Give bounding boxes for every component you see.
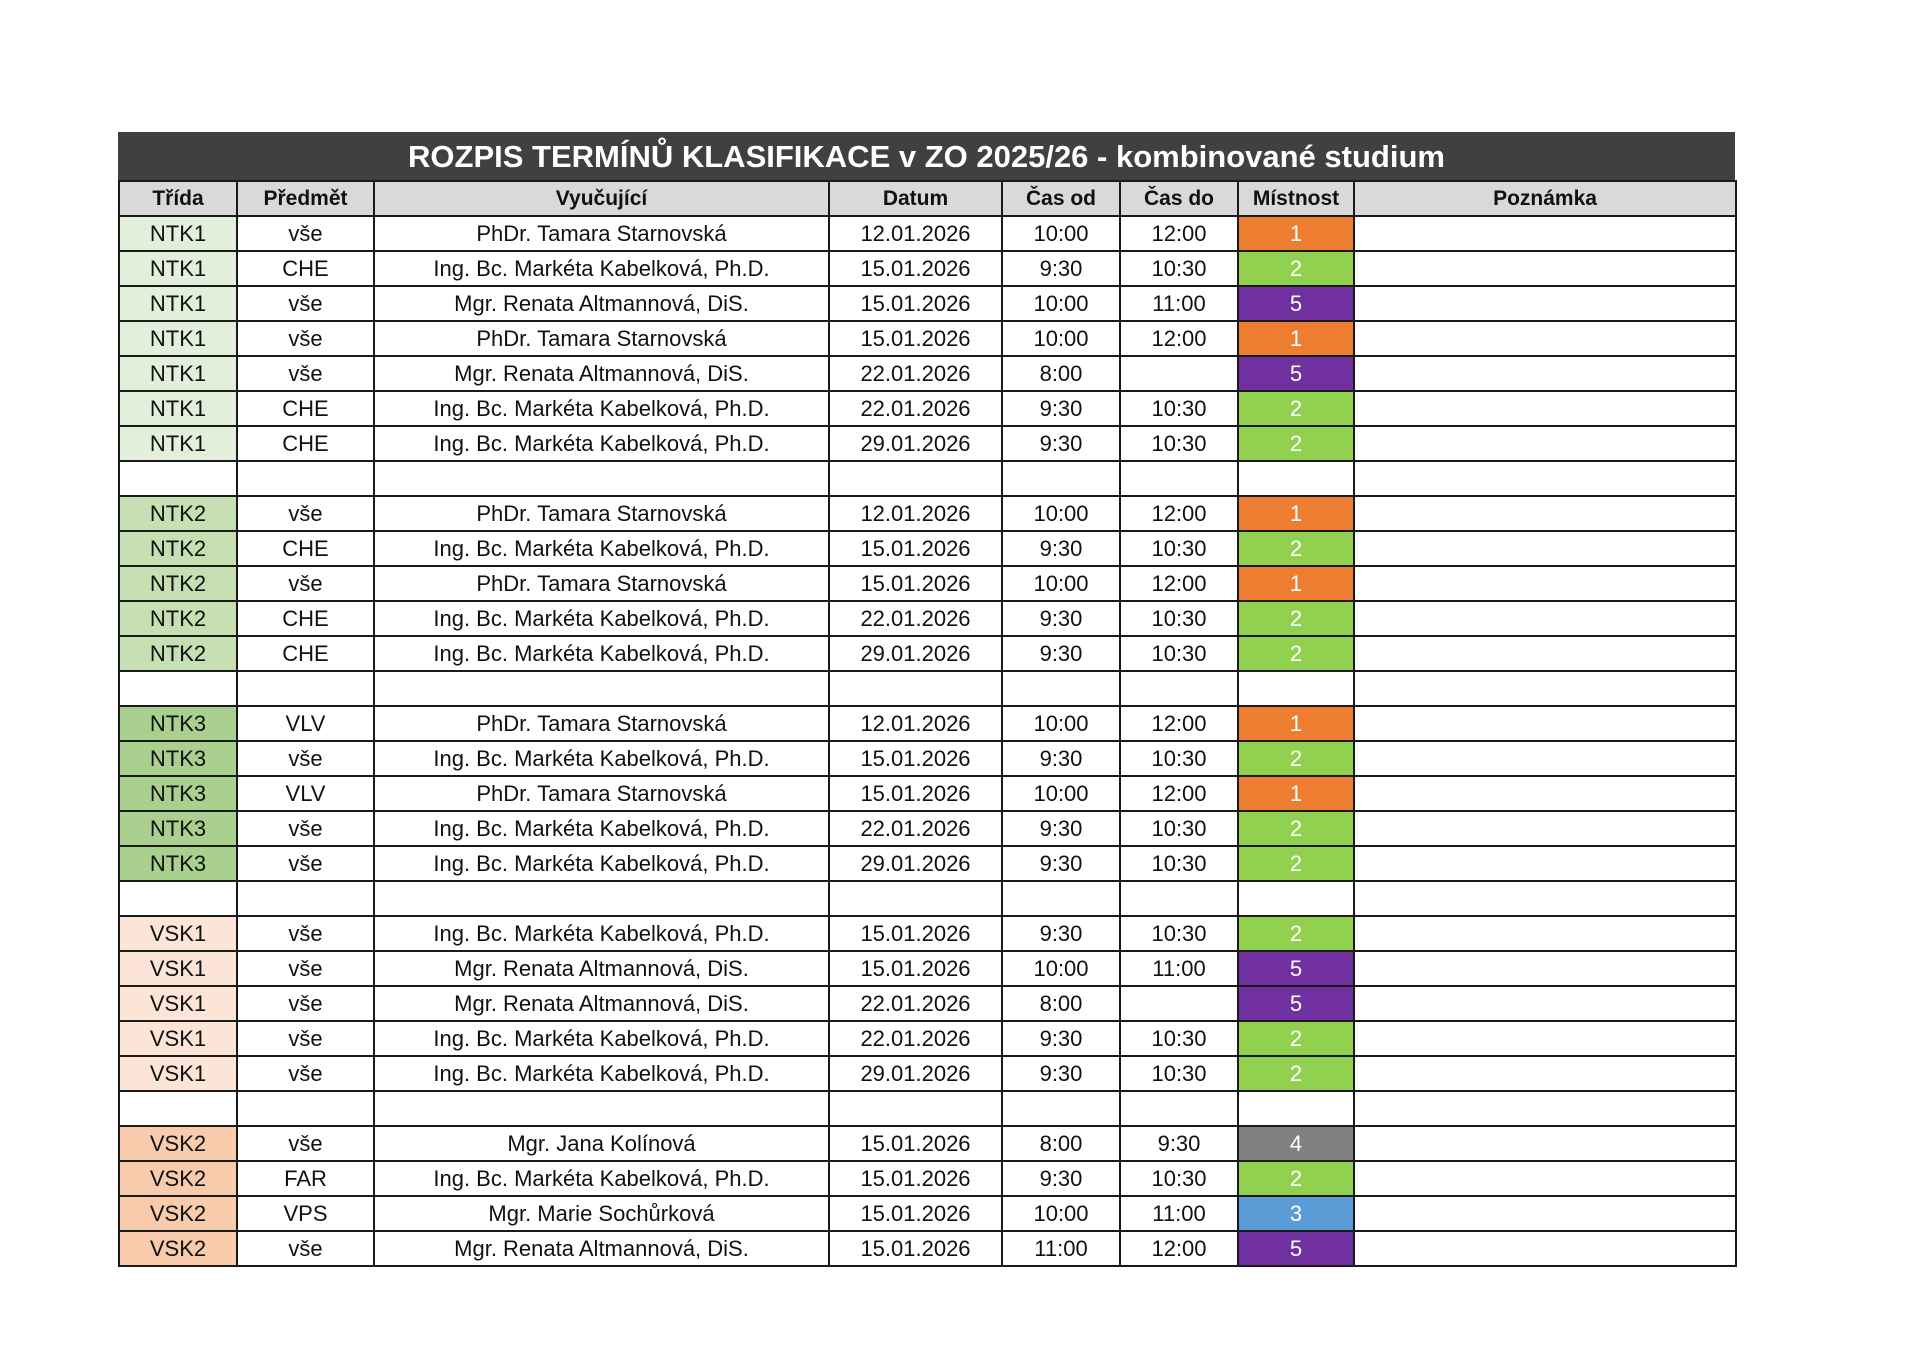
cell-trida: NTK3 — [119, 706, 237, 741]
empty-cell — [1354, 671, 1736, 706]
cell-poznamka — [1354, 286, 1736, 321]
empty-cell — [1120, 671, 1238, 706]
cell-mistnost: 2 — [1238, 426, 1354, 461]
cell-mistnost: 1 — [1238, 706, 1354, 741]
cell-trida: VSK2 — [119, 1231, 237, 1266]
cell-cas-od: 9:30 — [1002, 1056, 1120, 1091]
cell-cas-do: 10:30 — [1120, 741, 1238, 776]
cell-cas-do: 11:00 — [1120, 286, 1238, 321]
table-row — [119, 601, 1736, 636]
cell-cas-od: 10:00 — [1002, 321, 1120, 356]
cell-trida: VSK2 — [119, 1161, 237, 1196]
cell-vyucujici: Ing. Bc. Markéta Kabelková, Ph.D. — [374, 741, 829, 776]
cell-trida: NTK2 — [119, 496, 237, 531]
cell-cas-do: 12:00 — [1120, 706, 1238, 741]
cell-cas-od: 9:30 — [1002, 846, 1120, 881]
empty-cell — [1238, 671, 1354, 706]
table-body — [119, 216, 1736, 1266]
cell-trida: NTK1 — [119, 286, 237, 321]
cell-datum: 15.01.2026 — [829, 1161, 1002, 1196]
cell-predmet: vše — [237, 286, 374, 321]
empty-cell — [237, 461, 374, 496]
table-row — [119, 706, 1736, 741]
table-row — [119, 286, 1736, 321]
cell-vyucujici: Mgr. Renata Altmannová, DiS. — [374, 986, 829, 1021]
empty-cell — [829, 461, 1002, 496]
cell-poznamka — [1354, 601, 1736, 636]
cell-predmet: vše — [237, 1021, 374, 1056]
cell-trida: VSK1 — [119, 951, 237, 986]
cell-predmet: vše — [237, 1056, 374, 1091]
cell-cas-od: 10:00 — [1002, 566, 1120, 601]
cell-vyucujici: Ing. Bc. Markéta Kabelková, Ph.D. — [374, 636, 829, 671]
cell-predmet: VPS — [237, 1196, 374, 1231]
cell-predmet: vše — [237, 321, 374, 356]
cell-predmet: CHE — [237, 601, 374, 636]
cell-mistnost: 5 — [1238, 986, 1354, 1021]
cell-trida: NTK3 — [119, 776, 237, 811]
empty-cell — [237, 881, 374, 916]
cell-datum: 15.01.2026 — [829, 566, 1002, 601]
cell-vyucujici: PhDr. Tamara Starnovská — [374, 216, 829, 251]
cell-cas-do: 11:00 — [1120, 951, 1238, 986]
cell-poznamka — [1354, 321, 1736, 356]
cell-cas-od: 8:00 — [1002, 986, 1120, 1021]
cell-cas-od: 9:30 — [1002, 636, 1120, 671]
cell-datum: 29.01.2026 — [829, 426, 1002, 461]
empty-cell — [1354, 1091, 1736, 1126]
cell-vyucujici: Mgr. Renata Altmannová, DiS. — [374, 356, 829, 391]
cell-vyucujici: Mgr. Jana Kolínová — [374, 1126, 829, 1161]
cell-predmet: vše — [237, 496, 374, 531]
cell-datum: 22.01.2026 — [829, 601, 1002, 636]
cell-cas-do: 10:30 — [1120, 846, 1238, 881]
cell-predmet: CHE — [237, 251, 374, 286]
empty-cell — [1354, 881, 1736, 916]
header-mistnost: Místnost — [1238, 181, 1354, 216]
cell-cas-od: 9:30 — [1002, 1021, 1120, 1056]
cell-poznamka — [1354, 356, 1736, 391]
cell-vyucujici: Ing. Bc. Markéta Kabelková, Ph.D. — [374, 916, 829, 951]
cell-poznamka — [1354, 216, 1736, 251]
cell-trida: VSK1 — [119, 986, 237, 1021]
empty-cell — [119, 461, 237, 496]
header-vyucujici: Vyučující — [374, 181, 829, 216]
empty-cell — [829, 881, 1002, 916]
cell-mistnost: 5 — [1238, 951, 1354, 986]
table-row — [119, 986, 1736, 1021]
table-row — [119, 1231, 1736, 1266]
empty-cell — [1120, 461, 1238, 496]
separator-row — [119, 1091, 1736, 1126]
cell-predmet: FAR — [237, 1161, 374, 1196]
cell-cas-do: 10:30 — [1120, 251, 1238, 286]
cell-poznamka — [1354, 1056, 1736, 1091]
cell-vyucujici: Ing. Bc. Markéta Kabelková, Ph.D. — [374, 426, 829, 461]
cell-vyucujici: Ing. Bc. Markéta Kabelková, Ph.D. — [374, 1161, 829, 1196]
cell-cas-do: 10:30 — [1120, 391, 1238, 426]
cell-poznamka — [1354, 776, 1736, 811]
cell-mistnost: 2 — [1238, 1056, 1354, 1091]
header-datum: Datum — [829, 181, 1002, 216]
cell-cas-od: 10:00 — [1002, 706, 1120, 741]
table-row — [119, 811, 1736, 846]
cell-vyucujici: Ing. Bc. Markéta Kabelková, Ph.D. — [374, 846, 829, 881]
table-row — [119, 566, 1736, 601]
cell-mistnost: 2 — [1238, 251, 1354, 286]
cell-datum: 15.01.2026 — [829, 251, 1002, 286]
cell-poznamka — [1354, 811, 1736, 846]
empty-cell — [829, 671, 1002, 706]
table-row — [119, 1021, 1736, 1056]
cell-predmet: vše — [237, 951, 374, 986]
cell-cas-do: 12:00 — [1120, 566, 1238, 601]
cell-predmet: vše — [237, 216, 374, 251]
cell-cas-od: 9:30 — [1002, 1161, 1120, 1196]
cell-predmet: vše — [237, 811, 374, 846]
cell-datum: 12.01.2026 — [829, 216, 1002, 251]
cell-mistnost: 1 — [1238, 496, 1354, 531]
table-row — [119, 636, 1736, 671]
cell-poznamka — [1354, 1021, 1736, 1056]
empty-cell — [374, 671, 829, 706]
cell-mistnost: 4 — [1238, 1126, 1354, 1161]
cell-vyucujici: Mgr. Renata Altmannová, DiS. — [374, 951, 829, 986]
cell-datum: 22.01.2026 — [829, 986, 1002, 1021]
cell-cas-do: 11:00 — [1120, 1196, 1238, 1231]
cell-predmet: vše — [237, 1126, 374, 1161]
cell-vyucujici: PhDr. Tamara Starnovská — [374, 496, 829, 531]
header-trida: Třída — [119, 181, 237, 216]
cell-trida: VSK1 — [119, 1021, 237, 1056]
cell-poznamka — [1354, 846, 1736, 881]
empty-cell — [1238, 1091, 1354, 1126]
cell-mistnost: 3 — [1238, 1196, 1354, 1231]
cell-poznamka — [1354, 951, 1736, 986]
table-row — [119, 741, 1736, 776]
cell-predmet: CHE — [237, 426, 374, 461]
cell-trida: VSK1 — [119, 916, 237, 951]
cell-mistnost: 1 — [1238, 776, 1354, 811]
cell-poznamka — [1354, 1196, 1736, 1231]
cell-trida: NTK2 — [119, 636, 237, 671]
cell-mistnost: 2 — [1238, 916, 1354, 951]
cell-mistnost: 2 — [1238, 741, 1354, 776]
cell-predmet: VLV — [237, 776, 374, 811]
table-row — [119, 251, 1736, 286]
cell-mistnost: 5 — [1238, 286, 1354, 321]
cell-cas-do: 12:00 — [1120, 1231, 1238, 1266]
cell-cas-do: 10:30 — [1120, 916, 1238, 951]
cell-poznamka — [1354, 986, 1736, 1021]
cell-poznamka — [1354, 1231, 1736, 1266]
cell-vyucujici: Mgr. Marie Sochůrková — [374, 1196, 829, 1231]
cell-trida: NTK3 — [119, 741, 237, 776]
cell-poznamka — [1354, 531, 1736, 566]
cell-datum: 15.01.2026 — [829, 916, 1002, 951]
cell-predmet: vše — [237, 986, 374, 1021]
cell-trida: NTK1 — [119, 251, 237, 286]
table-row — [119, 1161, 1736, 1196]
cell-cas-do: 12:00 — [1120, 496, 1238, 531]
cell-datum: 15.01.2026 — [829, 951, 1002, 986]
cell-predmet: vše — [237, 566, 374, 601]
cell-cas-do: 12:00 — [1120, 321, 1238, 356]
table-row — [119, 951, 1736, 986]
cell-mistnost: 2 — [1238, 531, 1354, 566]
cell-vyucujici: Mgr. Renata Altmannová, DiS. — [374, 1231, 829, 1266]
cell-cas-od: 9:30 — [1002, 391, 1120, 426]
empty-cell — [1354, 461, 1736, 496]
cell-predmet: vše — [237, 356, 374, 391]
cell-cas-do: 9:30 — [1120, 1126, 1238, 1161]
cell-datum: 29.01.2026 — [829, 636, 1002, 671]
cell-cas-do — [1120, 986, 1238, 1021]
cell-mistnost: 2 — [1238, 391, 1354, 426]
table-row — [119, 776, 1736, 811]
cell-datum: 15.01.2026 — [829, 1231, 1002, 1266]
cell-datum: 15.01.2026 — [829, 741, 1002, 776]
cell-poznamka — [1354, 426, 1736, 461]
cell-mistnost: 2 — [1238, 1021, 1354, 1056]
table-row — [119, 356, 1736, 391]
cell-vyucujici: Ing. Bc. Markéta Kabelková, Ph.D. — [374, 1056, 829, 1091]
cell-cas-od: 10:00 — [1002, 216, 1120, 251]
separator-row — [119, 671, 1736, 706]
cell-predmet: CHE — [237, 531, 374, 566]
cell-vyucujici: Ing. Bc. Markéta Kabelková, Ph.D. — [374, 531, 829, 566]
header-cas-do: Čas do — [1120, 181, 1238, 216]
cell-mistnost: 5 — [1238, 356, 1354, 391]
cell-mistnost: 2 — [1238, 636, 1354, 671]
cell-cas-od: 9:30 — [1002, 601, 1120, 636]
cell-datum: 29.01.2026 — [829, 1056, 1002, 1091]
empty-cell — [119, 671, 237, 706]
cell-vyucujici: Ing. Bc. Markéta Kabelková, Ph.D. — [374, 251, 829, 286]
cell-cas-od: 10:00 — [1002, 286, 1120, 321]
cell-cas-do: 10:30 — [1120, 1161, 1238, 1196]
cell-poznamka — [1354, 1126, 1736, 1161]
cell-cas-do — [1120, 356, 1238, 391]
empty-cell — [119, 881, 237, 916]
cell-predmet: vše — [237, 916, 374, 951]
schedule-sheet — [118, 132, 1735, 1267]
cell-vyucujici: Ing. Bc. Markéta Kabelková, Ph.D. — [374, 391, 829, 426]
cell-cas-do: 10:30 — [1120, 531, 1238, 566]
cell-cas-do: 10:30 — [1120, 601, 1238, 636]
table-row — [119, 321, 1736, 356]
cell-datum: 22.01.2026 — [829, 1021, 1002, 1056]
cell-trida: NTK2 — [119, 601, 237, 636]
header-poznamka: Poznámka — [1354, 181, 1736, 216]
cell-trida: VSK2 — [119, 1126, 237, 1161]
cell-vyucujici: PhDr. Tamara Starnovská — [374, 566, 829, 601]
table-row — [119, 426, 1736, 461]
cell-cas-od: 8:00 — [1002, 356, 1120, 391]
cell-cas-od: 10:00 — [1002, 496, 1120, 531]
cell-cas-od: 9:30 — [1002, 811, 1120, 846]
empty-cell — [829, 1091, 1002, 1126]
cell-vyucujici: Ing. Bc. Markéta Kabelková, Ph.D. — [374, 601, 829, 636]
empty-cell — [1002, 461, 1120, 496]
cell-datum: 22.01.2026 — [829, 391, 1002, 426]
cell-poznamka — [1354, 741, 1736, 776]
cell-predmet: CHE — [237, 636, 374, 671]
cell-trida: NTK1 — [119, 321, 237, 356]
cell-vyucujici: PhDr. Tamara Starnovská — [374, 776, 829, 811]
cell-mistnost: 2 — [1238, 1161, 1354, 1196]
cell-datum: 15.01.2026 — [829, 286, 1002, 321]
cell-poznamka — [1354, 636, 1736, 671]
page-title: ROZPIS TERMÍNŮ KLASIFIKACE v ZO 2025/26 - kombinované studium — [118, 132, 1735, 180]
table-row — [119, 846, 1736, 881]
cell-trida: NTK1 — [119, 356, 237, 391]
cell-trida: VSK1 — [119, 1056, 237, 1091]
cell-cas-do: 10:30 — [1120, 1056, 1238, 1091]
cell-poznamka — [1354, 391, 1736, 426]
cell-cas-od: 9:30 — [1002, 916, 1120, 951]
empty-cell — [119, 1091, 237, 1126]
empty-cell — [237, 1091, 374, 1126]
cell-predmet: vše — [237, 846, 374, 881]
cell-trida: NTK3 — [119, 811, 237, 846]
cell-datum: 29.01.2026 — [829, 846, 1002, 881]
header-predmet: Předmět — [237, 181, 374, 216]
cell-poznamka — [1354, 496, 1736, 531]
cell-cas-od: 10:00 — [1002, 951, 1120, 986]
cell-trida: NTK1 — [119, 426, 237, 461]
header-row — [119, 181, 1736, 216]
cell-datum: 12.01.2026 — [829, 496, 1002, 531]
cell-predmet: vše — [237, 1231, 374, 1266]
cell-datum: 22.01.2026 — [829, 356, 1002, 391]
cell-cas-do: 12:00 — [1120, 776, 1238, 811]
cell-vyucujici: PhDr. Tamara Starnovská — [374, 706, 829, 741]
cell-cas-od: 9:30 — [1002, 531, 1120, 566]
empty-cell — [1002, 1091, 1120, 1126]
table-row — [119, 391, 1736, 426]
empty-cell — [1238, 461, 1354, 496]
cell-datum: 15.01.2026 — [829, 776, 1002, 811]
cell-cas-od: 9:30 — [1002, 741, 1120, 776]
cell-trida: NTK1 — [119, 391, 237, 426]
table-row — [119, 496, 1736, 531]
cell-mistnost: 1 — [1238, 321, 1354, 356]
table-row — [119, 1196, 1736, 1231]
cell-cas-od: 8:00 — [1002, 1126, 1120, 1161]
cell-vyucujici: Ing. Bc. Markéta Kabelková, Ph.D. — [374, 811, 829, 846]
cell-cas-od: 10:00 — [1002, 776, 1120, 811]
cell-datum: 12.01.2026 — [829, 706, 1002, 741]
cell-mistnost: 5 — [1238, 1231, 1354, 1266]
cell-datum: 15.01.2026 — [829, 1196, 1002, 1231]
schedule-table — [118, 180, 1737, 1267]
empty-cell — [1238, 881, 1354, 916]
cell-mistnost: 2 — [1238, 846, 1354, 881]
cell-trida: VSK2 — [119, 1196, 237, 1231]
cell-datum: 15.01.2026 — [829, 531, 1002, 566]
empty-cell — [374, 1091, 829, 1126]
cell-mistnost: 1 — [1238, 216, 1354, 251]
cell-cas-do: 10:30 — [1120, 636, 1238, 671]
cell-predmet: vše — [237, 741, 374, 776]
cell-trida: NTK3 — [119, 846, 237, 881]
empty-cell — [374, 881, 829, 916]
empty-cell — [374, 461, 829, 496]
cell-mistnost: 2 — [1238, 811, 1354, 846]
cell-cas-od: 9:30 — [1002, 251, 1120, 286]
cell-cas-do: 10:30 — [1120, 1021, 1238, 1056]
cell-cas-od: 9:30 — [1002, 426, 1120, 461]
cell-poznamka — [1354, 706, 1736, 741]
cell-datum: 22.01.2026 — [829, 811, 1002, 846]
cell-poznamka — [1354, 916, 1736, 951]
header-cas-od: Čas od — [1002, 181, 1120, 216]
empty-cell — [1120, 881, 1238, 916]
cell-cas-od: 11:00 — [1002, 1231, 1120, 1266]
empty-cell — [1120, 1091, 1238, 1126]
cell-trida: NTK1 — [119, 216, 237, 251]
cell-cas-do: 10:30 — [1120, 811, 1238, 846]
cell-poznamka — [1354, 251, 1736, 286]
table-row — [119, 1126, 1736, 1161]
table-row — [119, 916, 1736, 951]
separator-row — [119, 461, 1736, 496]
cell-datum: 15.01.2026 — [829, 321, 1002, 356]
cell-predmet: CHE — [237, 391, 374, 426]
empty-cell — [1002, 671, 1120, 706]
cell-vyucujici: Ing. Bc. Markéta Kabelková, Ph.D. — [374, 1021, 829, 1056]
cell-poznamka — [1354, 1161, 1736, 1196]
cell-cas-do: 12:00 — [1120, 216, 1238, 251]
cell-vyucujici: PhDr. Tamara Starnovská — [374, 321, 829, 356]
table-row — [119, 1056, 1736, 1091]
table-row — [119, 531, 1736, 566]
cell-trida: NTK2 — [119, 566, 237, 601]
cell-poznamka — [1354, 566, 1736, 601]
cell-cas-do: 10:30 — [1120, 426, 1238, 461]
empty-cell — [237, 671, 374, 706]
cell-vyucujici: Mgr. Renata Altmannová, DiS. — [374, 286, 829, 321]
cell-datum: 15.01.2026 — [829, 1126, 1002, 1161]
cell-predmet: VLV — [237, 706, 374, 741]
cell-cas-od: 10:00 — [1002, 1196, 1120, 1231]
cell-mistnost: 1 — [1238, 566, 1354, 601]
empty-cell — [1002, 881, 1120, 916]
separator-row — [119, 881, 1736, 916]
cell-trida: NTK2 — [119, 531, 237, 566]
cell-mistnost: 2 — [1238, 601, 1354, 636]
table-row — [119, 216, 1736, 251]
